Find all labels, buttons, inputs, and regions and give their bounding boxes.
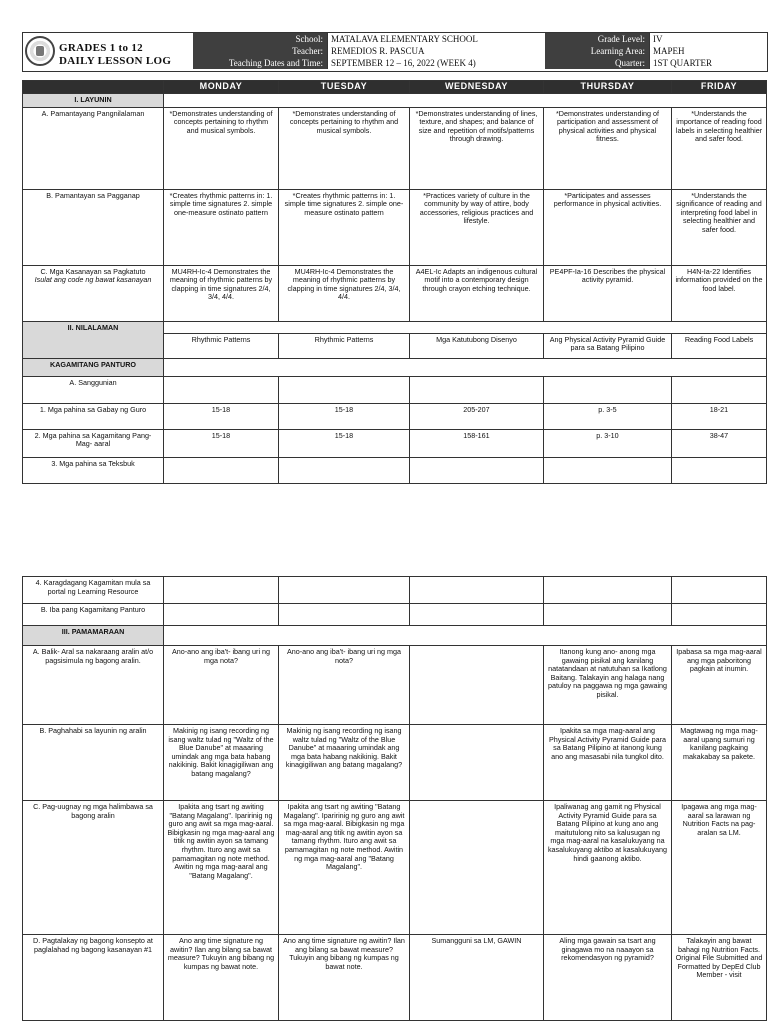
cell-wednesday: [410, 646, 544, 725]
row-label-main: C. Mga Kasanayan sa Pagkatuto: [40, 266, 146, 276]
nilalaman-row: [23, 321, 767, 333]
header-row-2: [193, 45, 767, 57]
quarter-label: Quarter:: [545, 57, 649, 69]
iba-pang-kagamitan-row: [23, 604, 767, 626]
layunin-row: [23, 94, 767, 108]
teacher-value: REMEDIOS R. PASCUA: [327, 45, 545, 57]
kagamitan-row: [23, 358, 767, 376]
cell-monday: Ipakita ang tsart ng awiting "Batang Magalang". Iparirinig ng guro ang awit sa mga mag-aaral. Bibigkasin ng mga mag-aaral ang titik ng awitin ayon sa tamang rhythm. Ituro ang awit sa pamamagitan ng note method. Awitin ng mga mag-aaral ang "Batang Magalang".: [164, 801, 279, 935]
cell-thursday: Itanong kung ano- anong mga gawaing pisikal ang kanilang natatandaan at natutuhan sa Ikatlong Baitang. Talakayin ang halaga nang patuloy na paggawa ng mga gawaing pisikal.: [544, 646, 672, 725]
cell-monday: Makinig ng isang recording ng isang waltz tulad ng "Waltz of the Blue Danube" at maaaring umindak ang mga bata habang nakikinig. Bakit kinagigiliwan ang batang magalang?: [164, 725, 279, 801]
cell-thursday: Ipakita sa mga mag-aaral ang Physical Activity Pyramid Guide para sa Batang Pilipino at itanong kung ano ang masasabi nila tungkol dito.: [544, 725, 672, 801]
cell-tuesday: 15-18: [279, 429, 410, 457]
pamamaraan-heading: III. PAMAMARAAN: [23, 626, 164, 646]
day-monday: MONDAY: [164, 81, 279, 94]
row-label: 1. Mga pahina sa Gabay ng Guro: [23, 403, 164, 429]
sanggunian-row: [23, 376, 767, 403]
school-value: MATALAVA ELEMENTARY SCHOOL: [327, 33, 545, 45]
row-label: [23, 265, 164, 321]
lesson-table-part-2: [22, 576, 767, 1021]
row-label: B. Pamantayan sa Pagganap: [23, 189, 164, 265]
day-friday: FRIDAY: [672, 81, 767, 94]
kagamitan-empty: [164, 358, 767, 376]
lesson-table-part-1: [22, 80, 767, 484]
row-label-sub: Isulat ang code ng bawat kasanayan: [34, 275, 152, 285]
cell-friday: Talakayin ang bawat bahagi ng Nutrition Facts. Original File Submitted and Formatted by DepEd Club Member - visit: [672, 935, 767, 1021]
cell-thursday: *Participates and assesses performance in physical activities.: [544, 189, 672, 265]
cell-friday: Ipabasa sa mga mag-aaral ang mga paboritong pagkain at inumin.: [672, 646, 767, 725]
row-label: B. Iba pang Kagamitang Panturo: [23, 604, 164, 626]
karagdagan-row: [23, 577, 767, 604]
cell-thursday: Ang Physical Activity Pyramid Guide para sa Batang Pilipino: [544, 333, 672, 358]
quarter-value: 1ST QUARTER: [649, 57, 767, 69]
nilalaman-heading: II. NILALAMAN: [23, 321, 164, 358]
cell-tuesday: *Demonstrates understanding of concepts pertaining to rhythm and musical symbols.: [279, 107, 410, 189]
title-line-2: DAILY LESSON LOG: [59, 55, 172, 67]
log-title: [59, 42, 171, 68]
cell-thursday: Ipaliwanag ang gamit ng Physical Activity Pyramid Guide para sa Batang Pilipino at kung ano ang maitutulong nito sa kalusugan ng mga mag-aaral na kasalukuyang na kasalukuyang aktibo at kasalukuyang hindi gaanong aktibo.: [544, 801, 672, 935]
cell-monday: *Creates rhythmic patterns in: 1. simple time signatures 2. simple one-measure ostinato pattern: [164, 189, 279, 265]
school-label: School:: [193, 33, 327, 45]
dates-value: SEPTEMBER 12 – 16, 2022 (WEEK 4): [327, 57, 545, 69]
cell-tuesday: MU4RH-Ic-4 Demonstrates the meaning of rhythmic patterns by clapping in time signatures 2/4, 3/4, 4/4.: [279, 265, 410, 321]
cell-thursday: p. 3-5: [544, 403, 672, 429]
header-row-3: [193, 57, 767, 69]
cell-thursday: PE4PF-Ia-16 Describes the physical activity pyramid.: [544, 265, 672, 321]
cell-wednesday: Mga Katutubong Disenyo: [410, 333, 544, 358]
cell-friday: Magtawag ng mga mag-aaral upang sumuri ng kanilang pagkaing makakabay sa pakete.: [672, 725, 767, 801]
cell-tuesday: 15-18: [279, 403, 410, 429]
row-label: A. Pamantayang Pangnilalaman: [23, 107, 164, 189]
day-wednesday: WEDNESDAY: [410, 81, 544, 94]
row-pamantayan-sa-pagganap: [23, 189, 767, 265]
nilalaman-empty: [164, 321, 767, 333]
cell-friday: H4N-Ia-22 Identifies information provided on the food label.: [672, 265, 767, 321]
cell-wednesday: A4EL-Ic Adapts an indigenous cultural motif into a contemporary design through crayon etching technique.: [410, 265, 544, 321]
area-label: Learning Area:: [545, 45, 649, 57]
cell-tuesday: *Creates rhythmic patterns in: 1. simple time signatures 2. simple one-measure ostinato pattern: [279, 189, 410, 265]
cell-monday: *Demonstrates understanding of concepts pertaining to rhythm and musical symbols.: [164, 107, 279, 189]
row-paghahabi: [23, 725, 767, 801]
row-label: A. Balik- Aral sa nakaraang aralin at/o pagsisimula ng bagong aralin.: [23, 646, 164, 725]
cell-thursday: p. 3-10: [544, 429, 672, 457]
row-kasanayan: [23, 265, 767, 321]
cell-wednesday: 205-207: [410, 403, 544, 429]
cell-monday: 15-18: [164, 429, 279, 457]
row-label: 3. Mga pahina sa Teksbuk: [23, 457, 164, 483]
day-header-row: [23, 81, 767, 94]
cell-tuesday: Ano ang time signature ng awitin? Ilan ang bilang sa bawat measure? Tukuyin ang bibang ng kumpas ng bawat note.: [279, 935, 410, 1021]
row-label: A. Sanggunian: [23, 376, 164, 403]
cell-monday: 15-18: [164, 403, 279, 429]
cell-friday: *Understands the importance of reading food labels in selecting healthier and safer food.: [672, 107, 767, 189]
pamamaraan-row: [23, 626, 767, 646]
cell-wednesday: [410, 725, 544, 801]
cell-monday: MU4RH-Ic-4 Demonstrates the meaning of rhythmic patterns by clapping in time signatures 2/4, 3/4, 4/4.: [164, 265, 279, 321]
row-label: D. Pagtalakay ng bagong konsepto at paglalahad ng bagong kasanayan #1: [23, 935, 164, 1021]
day-tuesday: TUESDAY: [279, 81, 410, 94]
cell-tuesday: Ano-ano ang iba't- ibang uri ng mga nota?: [279, 646, 410, 725]
kagamitan-heading: KAGAMITANG PANTURO: [23, 358, 164, 376]
teksbuk-row: [23, 457, 767, 483]
area-value: MAPEH: [649, 45, 767, 57]
row-pamantayang-pangnilalaman: [23, 107, 767, 189]
cell-friday: 18-21: [672, 403, 767, 429]
cell-wednesday: *Practices variety of culture in the community by way of attire, body accessories, religious practices and lifestyle.: [410, 189, 544, 265]
row-label: C. Pag-uugnay ng mga halimbawa sa bagong aralin: [23, 801, 164, 935]
cell-tuesday: Makinig ng isang recording ng isang waltz tulad ng "Waltz of the Blue Danube" at maaaring umindak ang mga bata habang nakikinig. Bakit kinagigiliwan ang batang magalang?: [279, 725, 410, 801]
gabay-row: [23, 403, 767, 429]
layunin-empty: [164, 94, 767, 108]
cell-wednesday: Sumangguni sa LM, GAWIN: [410, 935, 544, 1021]
row-pag-uugnay: [23, 801, 767, 935]
deped-seal-icon: [25, 36, 55, 66]
teacher-label: Teacher:: [193, 45, 327, 57]
cell-tuesday: Ipakita ang tsart ng awiting "Batang Magalang". Iparirinig ng guro ang awit sa mga mag-aaral. Bibigkasin ng mga mag-aaral ang titik ng awitin ayon sa tamang rhythm. Ituro ang awit sa pamamagitan ng note method. Awitin ng mga mag-aaral ang "Batang Magalang".: [279, 801, 410, 935]
title-line-1: GRADES 1 to 12: [59, 42, 143, 54]
grade-value: IV: [649, 33, 767, 45]
cell-friday: *Understands the significance of reading and interpreting food label in selecting healthier and safer food.: [672, 189, 767, 265]
row-pagtalakay: [23, 935, 767, 1021]
row-label: 2. Mga pahina sa Kagamitang Pang- Mag- aaral: [23, 429, 164, 457]
cell-thursday: Aling mga gawain sa tsart ang ginagawa mo na naaayon sa rekomendasyon ng pyramid?: [544, 935, 672, 1021]
cell-tuesday: Rhythmic Patterns: [279, 333, 410, 358]
cell-wednesday: [410, 801, 544, 935]
cell-monday: Rhythmic Patterns: [164, 333, 279, 358]
cell-monday: Ano ang time signature ng awitin? Ilan ang bilang sa bawat measure? Tukuyin ang bibang ng kumpas ng bawat note.: [164, 935, 279, 1021]
header-box: [22, 32, 768, 72]
cell-thursday: *Demonstrates understanding of participation and assessment of physical activities and physical fitness.: [544, 107, 672, 189]
kagamitang-pang-mag-aaral-row: [23, 429, 767, 457]
row-label: 4. Karagdagang Kagamitan mula sa portal ng Learning Resource: [23, 577, 164, 604]
cell-friday: Reading Food Labels: [672, 333, 767, 358]
grade-label: Grade Level:: [545, 33, 649, 45]
layunin-heading: I. LAYUNIN: [23, 94, 164, 108]
cell-wednesday: *Demonstrates understanding of lines, texture, and shapes; and balance of size and repetition of motifs/patterns through drawing.: [410, 107, 544, 189]
cell-monday: Ano-ano ang iba't- ibang uri ng mga nota?: [164, 646, 279, 725]
cell-friday: Ipagawa ang mga mag-aaral sa larawan ng Nutrition Facts na pag-aralan sa LM.: [672, 801, 767, 935]
cell-friday: 38-47: [672, 429, 767, 457]
header-row-1: [193, 33, 767, 45]
corner-cell: [23, 81, 164, 94]
row-label: B. Paghahabi sa layunin ng aralin: [23, 725, 164, 801]
dates-label: Teaching Dates and Time:: [193, 57, 327, 69]
day-thursday: THURSDAY: [544, 81, 672, 94]
cell-wednesday: 158-161: [410, 429, 544, 457]
row-balik-aral: [23, 646, 767, 725]
